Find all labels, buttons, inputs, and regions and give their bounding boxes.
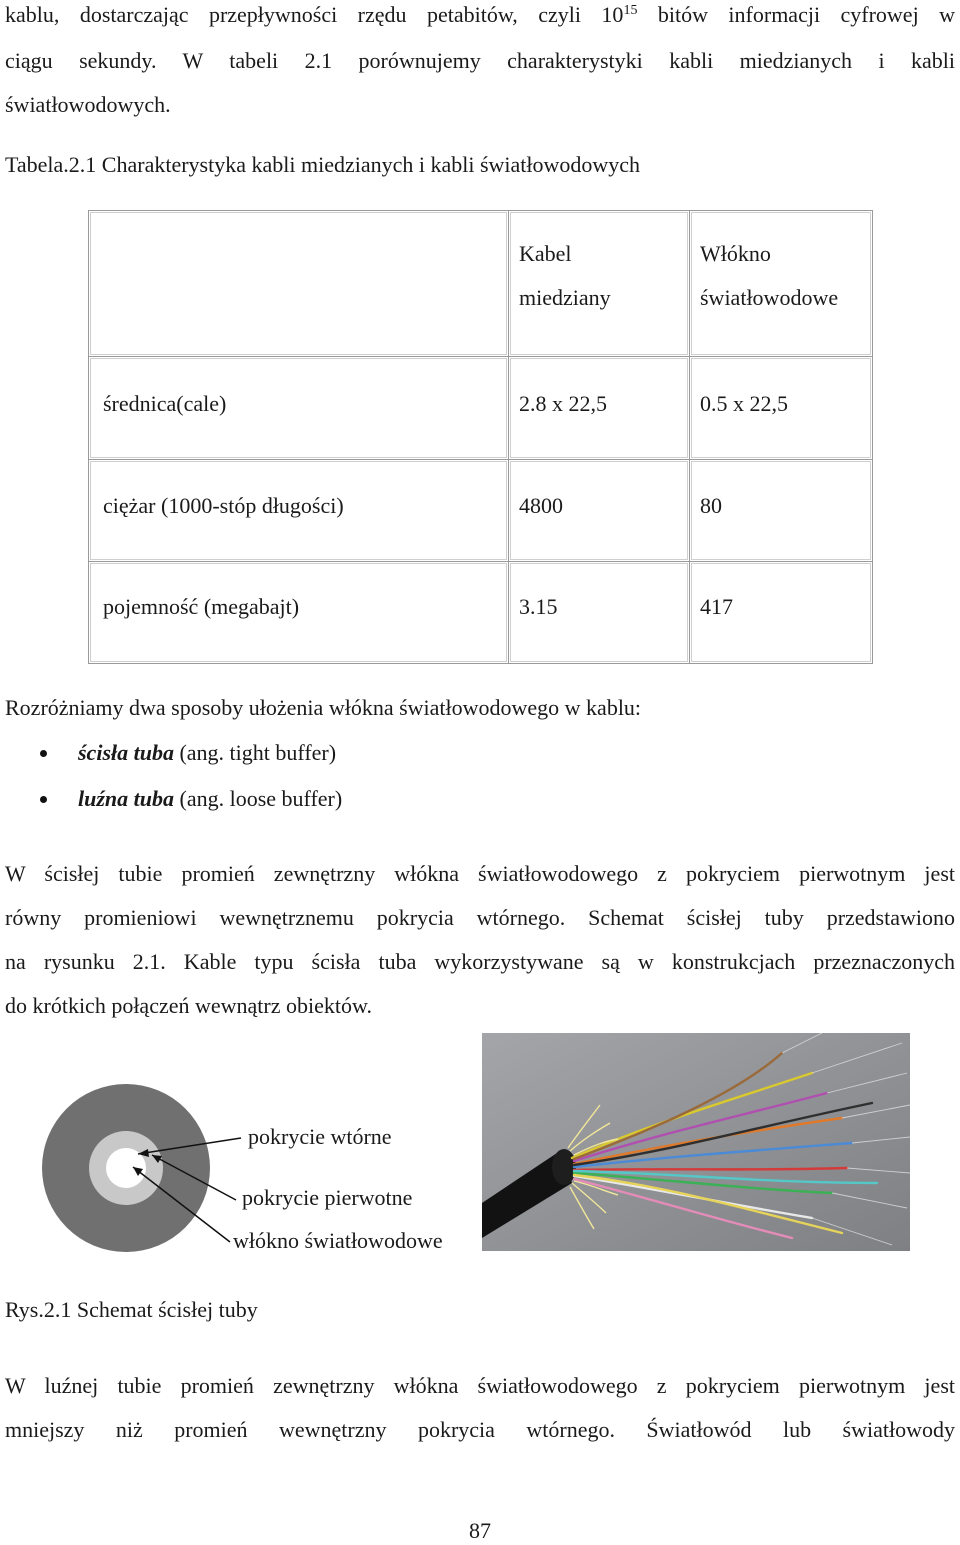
table-row: [88, 561, 873, 664]
fiber-value: 80: [700, 493, 722, 518]
bullet-rest: (ang. loose buffer): [174, 786, 343, 811]
table-caption: Tabela.2.1 Charakterystyka kabli miedzianych i kabli światłowodowych: [5, 152, 641, 177]
table-cell-fiber: [689, 356, 873, 460]
row-label: średnica(cale): [103, 391, 227, 416]
para3-line-2: mniejszy niż promień wewnętrzny pokrycia wtórnego. Światłowód lub światłowody: [5, 1417, 955, 1442]
para2-line-3: na rysunku 2.1. Kable typu ścisła tuba wykorzystywane są w konstrukcjach przeznaczonych: [5, 949, 955, 974]
header-fiber-line-1: Włókno: [700, 241, 771, 266]
header-copper-line-2: miedziany: [519, 285, 611, 310]
para2-line-4: do krótkich połączeń wewnątrz obiektów.: [5, 993, 372, 1018]
label-secondary-coating: pokrycie wtórne: [248, 1124, 392, 1149]
table-cell-copper: [508, 459, 690, 562]
copper-value: 4800: [519, 493, 563, 518]
table-header-fiber: [689, 210, 873, 357]
label-fiber: włókno światłowodowe: [233, 1226, 443, 1256]
table-cell-fiber: [689, 561, 873, 664]
table-cell-copper: [508, 561, 690, 664]
row-label: ciężar (1000-stóp długości): [103, 493, 344, 518]
fiber-cable-photo: [482, 1033, 910, 1251]
table-header-row: [88, 210, 873, 357]
bullet-icon: [40, 796, 47, 803]
list-intro: Rozróżniamy dwa sposoby ułożenia włókna światłowodowego w kablu:: [5, 695, 642, 720]
bullet-term: ścisła tuba: [78, 740, 174, 765]
table-cell-fiber: [689, 459, 873, 562]
bullet-term: luźna tuba: [78, 786, 174, 811]
page-number: 87: [469, 1518, 491, 1543]
para3-line-1: W luźnej tubie promień zewnętrzny włókna światłowodowego z pokryciem pierwotnym jest: [5, 1373, 955, 1398]
bullet-icon: [40, 750, 47, 757]
row-label: pojemność (megabajt): [103, 594, 300, 619]
label-primary-coating: pokrycie pierwotne: [242, 1185, 413, 1210]
intro-line-3: światłowodowych.: [5, 92, 171, 117]
copper-value: 3.15: [519, 594, 558, 619]
table-header-empty-cell: [88, 210, 509, 357]
table-cell-label: [88, 459, 509, 562]
header-fiber-line-2: światłowodowe: [700, 285, 839, 310]
table-cell-copper: [508, 356, 690, 460]
intro-line-1: kablu, dostarczając przepływności rzędu petabitów, czyli $10^{15}$ bitów informacji cyfrowej w: [5, 2, 955, 27]
cable-jacket-end: [552, 1149, 576, 1185]
para2-line-2: równy promieniowi wewnętrznemu pokrycia wtórnego. Schemat ścisłej tuby przedstawiono: [5, 905, 955, 930]
table-cell-label: [88, 356, 509, 460]
table-row: [88, 356, 873, 460]
table-cell-label: [88, 561, 509, 664]
para2-line-1: W ścisłej tubie promień zewnętrzny włókna światłowodowego z pokryciem pierwotnym jest: [5, 861, 955, 886]
figure-caption: Rys.2.1 Schemat ścisłej tuby: [5, 1297, 258, 1322]
copper-value: 2.8 x 22,5: [519, 391, 607, 416]
bullet-rest: (ang. tight buffer): [173, 740, 337, 765]
table-row: [88, 459, 873, 562]
exponent: 15: [623, 3, 638, 18]
fiber-value: 417: [700, 594, 733, 619]
table-header-copper: [508, 210, 690, 357]
fiber-value: 0.5 x 22,5: [700, 391, 788, 416]
header-copper-line-1: Kabel: [519, 241, 572, 266]
intro-line-2: ciągu sekundy. W tabeli 2.1 porównujemy charakterystyki kabli miedzianych i kabli: [5, 48, 955, 73]
